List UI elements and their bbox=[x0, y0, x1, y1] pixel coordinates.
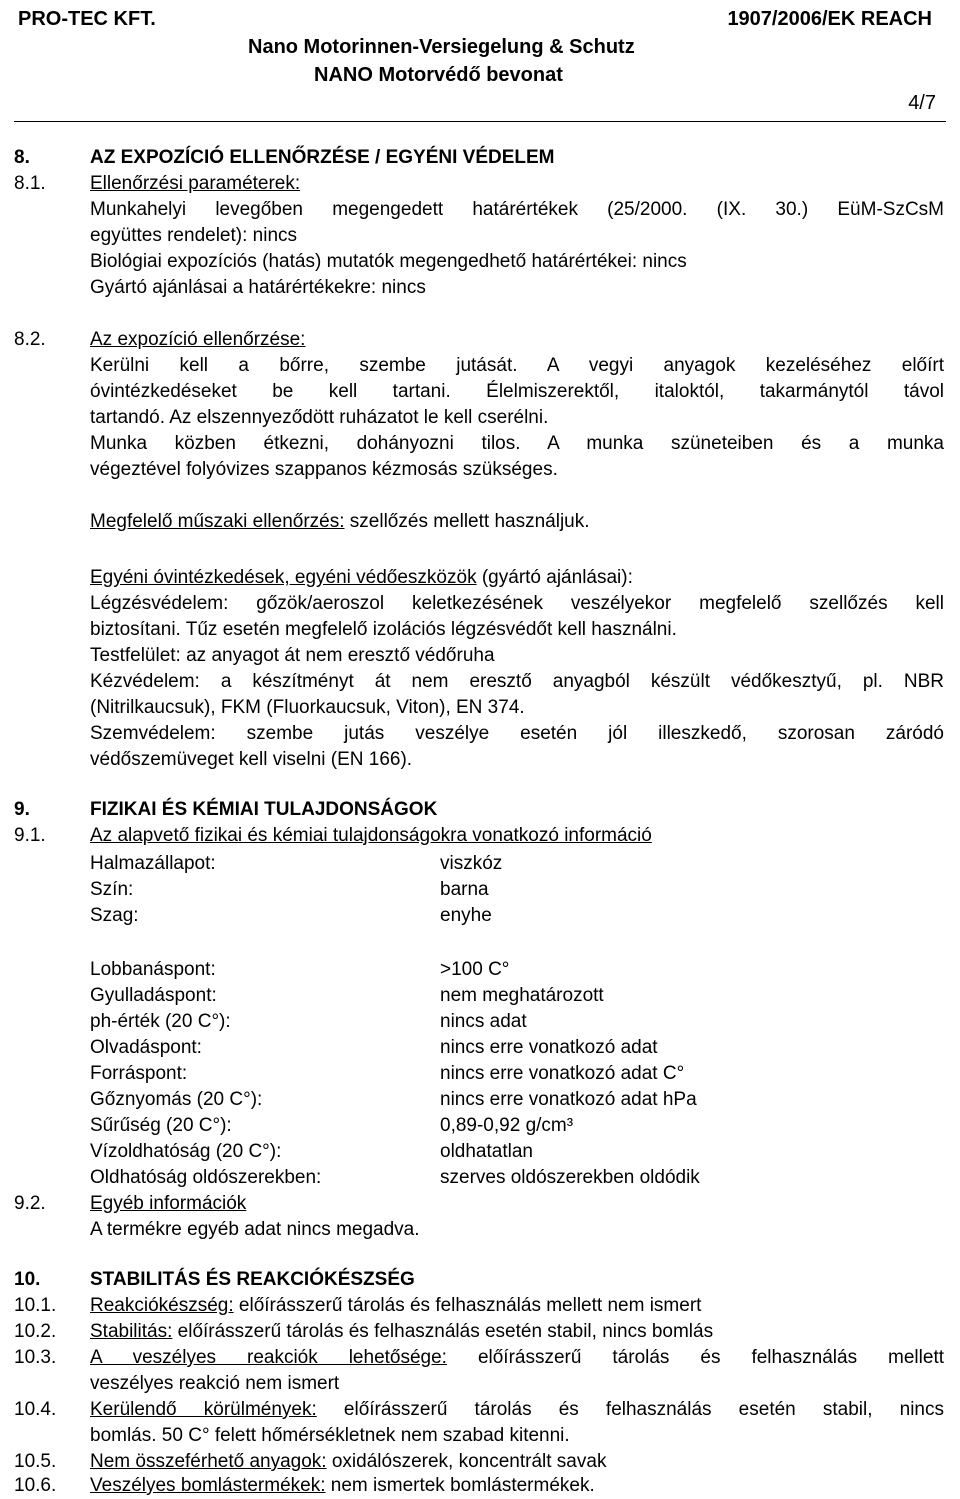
section-9-2-title: Egyéb információk bbox=[90, 1193, 247, 1214]
section-9-2-number: 9.2. bbox=[14, 1193, 46, 1214]
item-number: 10.6. bbox=[14, 1475, 57, 1496]
ppe-line: (Nitrilkaucsuk), FKM (Fluorkaucsuk, Viton), EN 374. bbox=[90, 697, 525, 718]
section-8-2-title: Az expozíció ellenőrzése: bbox=[90, 329, 306, 350]
section-8-title: AZ EXPOZÍCIÓ ELLENŐRZÉSE / EGYÉNI VÉDELEM bbox=[90, 147, 555, 168]
tech-control-line bbox=[90, 510, 590, 534]
section-8-1-number: 8.1. bbox=[14, 173, 46, 194]
section-10-number: 10. bbox=[14, 1269, 41, 1290]
property-value: nincs adat bbox=[440, 1011, 527, 1032]
ppe-line: Testfelület: az anyagot át nem eresztő védőruha bbox=[90, 645, 495, 666]
section-9-1-title: Az alapvető fizikai és kémiai tulajdonságokra vonatkozó információ bbox=[90, 825, 652, 846]
header-divider bbox=[14, 121, 946, 122]
item-label: Reakciókészség: bbox=[90, 1295, 234, 1316]
section-8-2-number: 8.2. bbox=[14, 329, 46, 350]
item-text-continued: bomlás. 50 C° felett hőmérsékletnek nem szabad kitenni. bbox=[90, 1425, 570, 1446]
property-value: barna bbox=[440, 879, 489, 900]
product-name-de: Nano Motorinnen-Versiegelung & Schutz bbox=[248, 36, 635, 58]
property-key: Gőznyomás (20 C°): bbox=[90, 1089, 263, 1110]
ppe-line: védőszemüveget kell viselni (EN 166). bbox=[90, 749, 413, 770]
property-key: ph-érték (20 C°): bbox=[90, 1011, 231, 1032]
company-name: PRO-TEC KFT. bbox=[18, 8, 156, 30]
item-text-continued: veszélyes reakció nem ismert bbox=[90, 1373, 340, 1394]
property-value: nem meghatározott bbox=[440, 985, 604, 1006]
ppe-heading-line bbox=[90, 566, 633, 590]
property-key: Halmazállapot: bbox=[90, 853, 216, 874]
ppe-label: Egyéni óvintézkedések, egyéni védőeszközök bbox=[90, 567, 477, 588]
item-text: előírásszerű tárolás és felhasználás mellett bbox=[446, 1347, 944, 1368]
s81-line: Biológiai expozíciós (hatás) mutatók megengedhető határértékei: nincs bbox=[90, 251, 687, 272]
s82-line: végeztével folyóvizes szappanos kézmosás szükséges. bbox=[90, 459, 558, 480]
property-value: 0,89-0,92 g/cm³ bbox=[440, 1115, 574, 1136]
property-key: Olvadáspont: bbox=[90, 1037, 202, 1058]
property-key: Sűrűség (20 C°): bbox=[90, 1115, 232, 1136]
item-label: Kerülendő körülmények: bbox=[90, 1399, 317, 1420]
property-value: nincs erre vonatkozó adat hPa bbox=[440, 1089, 697, 1110]
property-value: viszkóz bbox=[440, 853, 503, 874]
section-9-number: 9. bbox=[14, 799, 30, 820]
property-key: Forráspont: bbox=[90, 1063, 188, 1084]
s82-line: Kerülni kell a bőrre, szembe jutását. A vegyi anyagok kezeléséhez előírt bbox=[90, 355, 944, 376]
ppe-line: Légzésvédelem: gőzök/aeroszol keletkezésének veszélyekor megfelelő szellőzés kell bbox=[90, 593, 944, 614]
stability-item bbox=[90, 1450, 606, 1474]
item-number: 10.3. bbox=[14, 1347, 57, 1368]
property-value: >100 C° bbox=[440, 959, 510, 980]
item-number: 10.5. bbox=[14, 1451, 57, 1472]
item-label: A veszélyes reakciók lehetősége: bbox=[90, 1347, 447, 1368]
item-number: 10.4. bbox=[14, 1399, 57, 1420]
s92-text: A termékre egyéb adat nincs megadva. bbox=[90, 1219, 420, 1240]
section-10-title: STABILITÁS ÉS REAKCIÓKÉSZSÉG bbox=[90, 1269, 415, 1290]
stability-item bbox=[90, 1474, 595, 1498]
property-key: Szag: bbox=[90, 905, 139, 926]
property-key: Oldhatóság oldószerekben: bbox=[90, 1167, 322, 1188]
section-8-1-title: Ellenőrzési paraméterek: bbox=[90, 173, 301, 194]
section-8-number: 8. bbox=[14, 147, 30, 168]
regulation-ref: 1907/2006/EK REACH bbox=[727, 8, 932, 30]
ppe-line: Kézvédelem: a készítményt át nem eresztő anyagból készült védőkesztyű, pl. NBR bbox=[90, 671, 944, 692]
stability-item bbox=[90, 1320, 713, 1344]
property-key: Lobbanáspont: bbox=[90, 959, 216, 980]
item-text: előírásszerű tárolás és felhasználás esetén stabil, nincs bomlás bbox=[172, 1321, 714, 1342]
item-number: 10.2. bbox=[14, 1321, 57, 1342]
item-text: előírásszerű tárolás és felhasználás mellett nem ismert bbox=[233, 1295, 702, 1316]
section-9-1-number: 9.1. bbox=[14, 825, 46, 846]
property-key: Szín: bbox=[90, 879, 134, 900]
stability-item bbox=[90, 1398, 944, 1422]
item-text: előírásszerű tárolás és felhasználás esetén stabil, nincs bbox=[316, 1399, 945, 1420]
ppe-text: (gyártó ajánlásai): bbox=[476, 567, 633, 588]
property-key: Vízoldhatóság (20 C°): bbox=[90, 1141, 282, 1162]
item-label: Stabilitás: bbox=[90, 1321, 173, 1342]
property-value: nincs erre vonatkozó adat bbox=[440, 1037, 658, 1058]
product-name-hu: NANO Motorvédő bevonat bbox=[314, 64, 563, 86]
s81-line: Munkahelyi levegőben megengedett határértékek (25/2000. (IX. 30.) EüM-SzCsM bbox=[90, 199, 944, 220]
item-text: oxidálószerek, koncentrált savak bbox=[326, 1451, 607, 1472]
property-value: enyhe bbox=[440, 905, 492, 926]
section-9-title: FIZIKAI ÉS KÉMIAI TULAJDONSÁGOK bbox=[90, 799, 438, 820]
property-value: szerves oldószerekben oldódik bbox=[440, 1167, 700, 1188]
stability-item bbox=[90, 1294, 701, 1318]
s82-line: óvintézkedéseket be kell tartani. Élelmiszerektől, italoktól, takarmánytól távol bbox=[90, 381, 944, 402]
s82-line: Munka közben étkezni, dohányozni tilos. A munka szüneteiben és a munka bbox=[90, 433, 944, 454]
s81-line: Gyártó ajánlásai a határértékekre: nincs bbox=[90, 277, 426, 298]
property-value: oldhatatlan bbox=[440, 1141, 533, 1162]
item-number: 10.1. bbox=[14, 1295, 57, 1316]
ppe-line: biztosítani. Tűz esetén megfelelő izolációs légzésvédőt kell használni. bbox=[90, 619, 677, 640]
page-number: 4/7 bbox=[908, 92, 936, 114]
page-header bbox=[14, 0, 946, 122]
property-value: nincs erre vonatkozó adat C° bbox=[440, 1063, 685, 1084]
property-key: Gyulladáspont: bbox=[90, 985, 217, 1006]
item-label: Nem összeférhető anyagok: bbox=[90, 1451, 327, 1472]
s81-line: együttes rendelet): nincs bbox=[90, 225, 298, 246]
tech-control-label: Megfelelő műszaki ellenőrzés: bbox=[90, 511, 345, 532]
item-text: nem ismertek bomlástermékek. bbox=[325, 1475, 595, 1496]
tech-control-text: szellőzés mellett használjuk. bbox=[344, 511, 590, 532]
ppe-line: Szemvédelem: szembe jutás veszélye esetén jól illeszkedő, szorosan záródó bbox=[90, 723, 944, 744]
item-label: Veszélyes bomlástermékek: bbox=[90, 1475, 326, 1496]
stability-item bbox=[90, 1346, 944, 1370]
s82-line: tartandó. Az elszennyeződött ruházatot le kell cserélni. bbox=[90, 407, 549, 428]
